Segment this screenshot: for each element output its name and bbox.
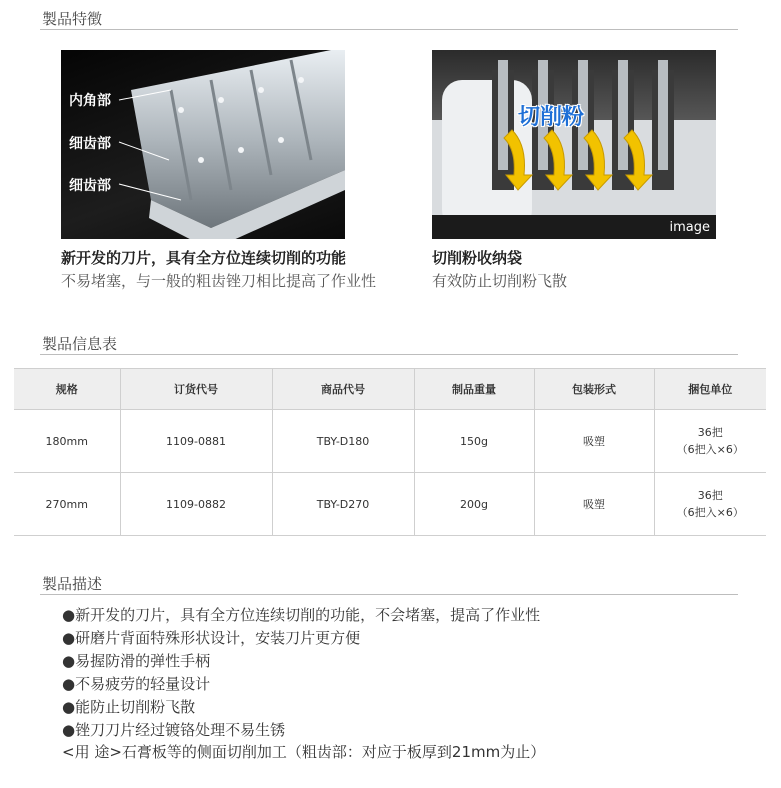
left-feature-title: 新开发的刀片，具有全方位连续切削的功能 [61, 249, 347, 267]
chip-powder-label: 切削粉 [518, 105, 585, 130]
callout-fine-teeth-2: 细齿部 [69, 178, 111, 194]
usage-text: <用 途>石膏板等的侧面切削加工（粗齿部：对应于板厚到21mm为止） [62, 743, 546, 761]
right-feature-title: 切削粉收纳袋 [432, 249, 523, 267]
pack-unit-detail: （6把入×6） [676, 506, 744, 519]
list-item: ●易握防滑的弹性手柄 [62, 652, 211, 670]
header-packaging: 包装形式 [534, 369, 654, 410]
right-feature-desc: 有效防止切削粉飞散 [432, 272, 568, 290]
table-header-row [14, 369, 766, 410]
callout-inner-corner: 内角部 [69, 93, 111, 109]
list-item: ●不易疲劳的轻量设计 [62, 675, 211, 693]
callout-fine-teeth: 细齿部 [69, 136, 111, 152]
section-divider [40, 354, 738, 355]
chip-pocket-illustration [432, 50, 716, 239]
header-weight: 制品重量 [414, 369, 534, 410]
cell-packaging: 吸塑 [534, 473, 654, 536]
description-section-title: 製品描述 [42, 575, 103, 593]
table-row [14, 410, 766, 473]
cell-order-code: 1109-0881 [120, 410, 272, 473]
pack-unit-count: 36把 [697, 426, 723, 439]
header-order-code: 订货代号 [120, 369, 272, 410]
pack-unit-detail: （6把入×6） [676, 443, 744, 456]
left-feature-desc: 不易堵塞，与一般的粗齿锉刀相比提高了作业性 [61, 272, 377, 290]
list-item: ●新开发的刀片，具有全方位连续切削的功能，不会堵塞，提高了作业性 [62, 606, 541, 624]
header-product-code: 商品代号 [272, 369, 414, 410]
info-section-title: 製品信息表 [42, 335, 118, 353]
cell-weight: 200g [414, 473, 534, 536]
cell-pack-unit [654, 473, 766, 536]
list-item: ●研磨片背面特殊形状设计，安装刀片更方便 [62, 629, 361, 647]
list-item: ●能防止切削粉飞散 [62, 698, 196, 716]
section-divider [40, 29, 738, 30]
table-row [14, 473, 766, 536]
cell-product-code: TBY-D270 [272, 473, 414, 536]
description-list [62, 604, 540, 742]
cell-product-code: TBY-D180 [272, 410, 414, 473]
header-pack-unit: 捆包单位 [654, 369, 766, 410]
cell-size: 180mm [14, 410, 120, 473]
cell-pack-unit [654, 410, 766, 473]
blade-closeup-image [61, 50, 345, 239]
features-section-title: 製品特徴 [42, 10, 103, 28]
pack-unit-count: 36把 [697, 489, 723, 502]
image-tag: image [669, 220, 710, 235]
product-info-table [14, 368, 766, 536]
chip-pocket-image [432, 50, 716, 239]
cell-weight: 150g [414, 410, 534, 473]
cell-order-code: 1109-0882 [120, 473, 272, 536]
cell-packaging: 吸塑 [534, 410, 654, 473]
list-item: ●锉刀刀片经过镀铬处理不易生锈 [62, 721, 286, 739]
cell-size: 270mm [14, 473, 120, 536]
header-size: 规格 [14, 369, 120, 410]
section-divider [40, 594, 738, 595]
